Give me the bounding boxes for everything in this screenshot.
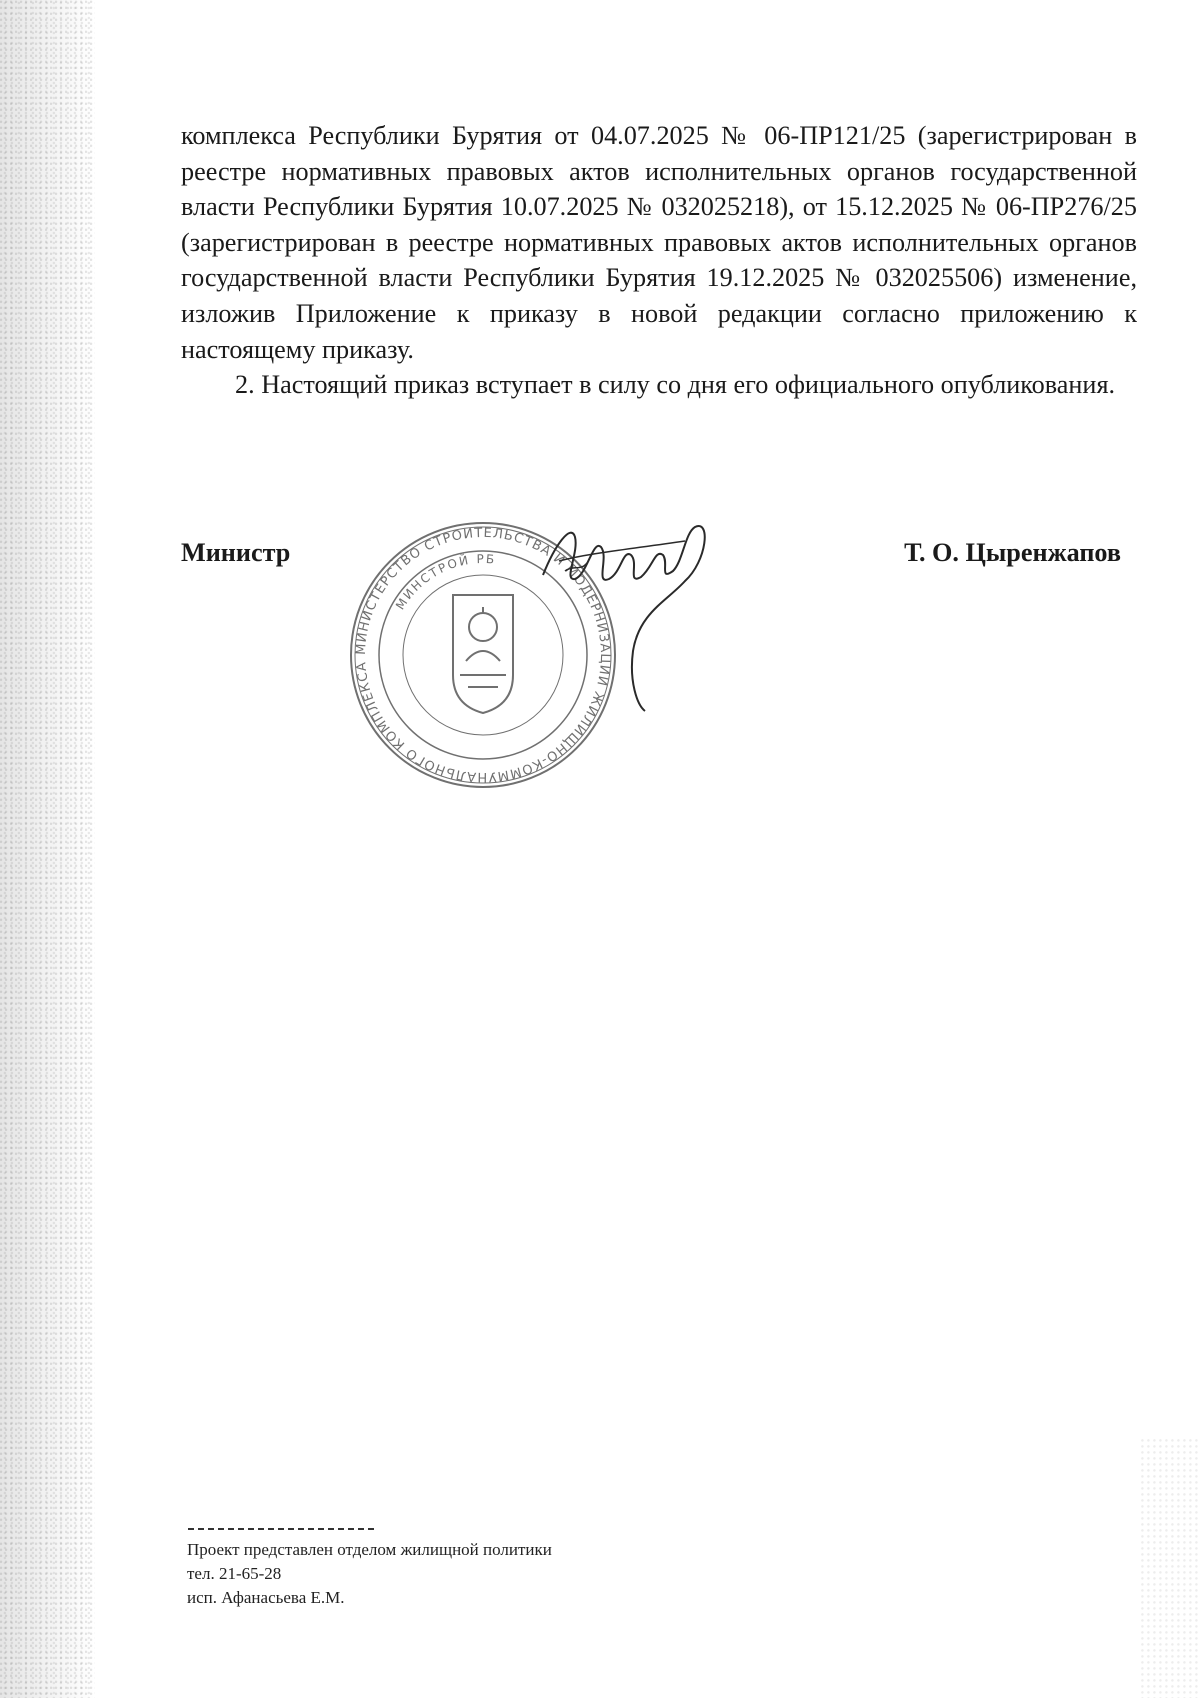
signer-name: Т. О. Цыренжапов (904, 538, 1121, 567)
footnote-block (187, 1538, 552, 1610)
footnote-separator (188, 1528, 374, 1530)
footnote-line-phone: тел. 21-65-28 (187, 1564, 282, 1583)
scan-noise-left (0, 0, 95, 1698)
scan-noise-right (1140, 1438, 1200, 1698)
seal-outer-text: МИНИСТЕРСТВО СТРОИТЕЛЬСТВА И МОДЕРНИЗАЦИИ ЖИЛИЩНО-КОММУНАЛЬНОГО КОМПЛЕКСА (353, 525, 613, 785)
signer-title: Министр (181, 538, 291, 567)
footnote-line-executor: исп. Афанасьева Е.М. (187, 1588, 345, 1607)
coat-of-arms-icon (453, 595, 513, 713)
signature-block (181, 538, 1121, 578)
seal-inner-text: МИНСТРОЙ РБ (392, 551, 497, 613)
document-body (181, 118, 1137, 403)
paragraph-2: 2. Настоящий приказ вступает в силу со дня его официального опубликования. (235, 370, 1116, 400)
footnote-line-department: Проект представлен отделом жилищной политики (187, 1540, 552, 1559)
paragraph-1: комплекса Республики Бурятия от 04.07.2025 № 06-ПР121/25 (зарегистрирован в реестре нормативных правовых актов исполнительных органов государственной власти Республики Бурятия 10.07.2025 № 032025218), от 15.12.2025 № 06-ПР276/25 (зарегистрирован в реестре нормативных правовых актов исполнительных органов государственной власти Республики Бурятия 19.12.2025 № 032025506) изменение, изложив Приложение к приказу в новой редакции согласно приложению к настоящему приказу. (181, 121, 1137, 364)
